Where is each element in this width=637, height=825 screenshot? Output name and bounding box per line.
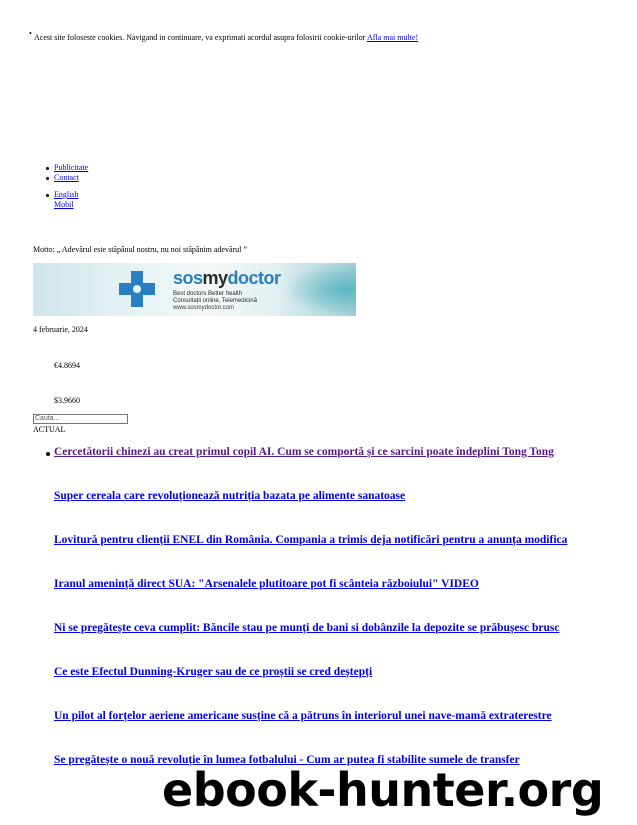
bullet-icon: • <box>29 29 32 38</box>
headline-link[interactable]: Se pregătește o nouă revoluție în lumea fotbalului - Cum ar putea fi stabilite sumele de transfer <box>54 754 520 766</box>
mobil-link[interactable]: Mobil <box>54 200 74 209</box>
headline-link[interactable]: Cercetătorii chinezi au creat primul copil AI. Cum se comportă și ce sarcini poate îndeplini Tong Tong <box>54 446 554 458</box>
menu-item-contact <box>54 173 88 183</box>
headline-link[interactable]: Lovitură pentru clienții ENEL din România. Compania a trimis deja notificări pentru a anunța modifica <box>54 534 568 546</box>
headline-link[interactable]: Un pilot al forțelor aeriene americane susține că a pătruns în interiorul unei nave-mamă extraterestre <box>54 710 552 722</box>
cookie-learn-more-link[interactable]: Afla mai multe! <box>367 33 419 42</box>
bullet-icon <box>46 167 49 170</box>
menu-item-english <box>54 190 78 200</box>
primary-menu <box>54 163 88 183</box>
cookie-notice-text: Acest site foloseste cookies. Navigand in continuare, va exprimati acordul asupra folosirii cookie-urilor <box>34 33 366 42</box>
section-label-actual: ACTUAL <box>33 425 66 434</box>
watermark: ebook-hunter.org <box>162 763 604 817</box>
cookie-text-line <box>34 33 418 43</box>
current-date: 4 februarie, 2024 <box>33 325 88 334</box>
headline-link[interactable]: Ce este Efectul Dunning-Kruger sau de ce proștii se cred deștepți <box>54 666 373 678</box>
usd-exchange-rate: $3.9660 <box>54 396 80 405</box>
headline-link[interactable]: Ni se pregătește ceva cumplit: Băncile stau pe munți de bani si dobânzile la depozite se prăbușesc brusc <box>54 622 560 634</box>
logo-my: my <box>202 268 228 288</box>
eur-exchange-rate: €4.8694 <box>54 361 80 370</box>
secondary-menu <box>54 190 78 210</box>
menu-item-publicitate <box>54 163 88 173</box>
search-input[interactable] <box>33 414 128 424</box>
motto: Motto: „ Adevărul este stăpânul nostru, nu noi stăpânim adevărul ” <box>33 245 247 254</box>
cross-center-dot <box>133 285 141 293</box>
banner-url: www.sosmydoctor.com <box>173 305 235 311</box>
bullet-icon <box>46 177 49 180</box>
english-link[interactable]: English <box>54 190 79 199</box>
banner-subtitle: Consultații online, Telemedicină <box>173 298 257 304</box>
sosmydoctor-banner-ad[interactable] <box>33 263 356 316</box>
banner-logo <box>173 268 281 289</box>
logo-doctor: doctor <box>227 268 281 288</box>
banner-decoration <box>283 263 356 316</box>
headline-link[interactable]: Super cereala care revoluționează nutriția bazata pe alimente sanatoase <box>54 490 406 502</box>
headline-link[interactable]: Iranul amenință direct SUA: "Arsenalele plutitoare pot fi scânteia războiului" VIDEO <box>54 578 479 590</box>
banner-tagline: Best doctors Better health <box>173 291 243 297</box>
bullet-icon <box>46 194 49 197</box>
publicitate-link[interactable]: Publicitate <box>54 163 89 172</box>
menu-item-mobil <box>54 200 78 210</box>
bullet-icon <box>46 452 50 456</box>
contact-link[interactable]: Contact <box>54 173 79 182</box>
logo-sos: sos <box>173 268 203 288</box>
